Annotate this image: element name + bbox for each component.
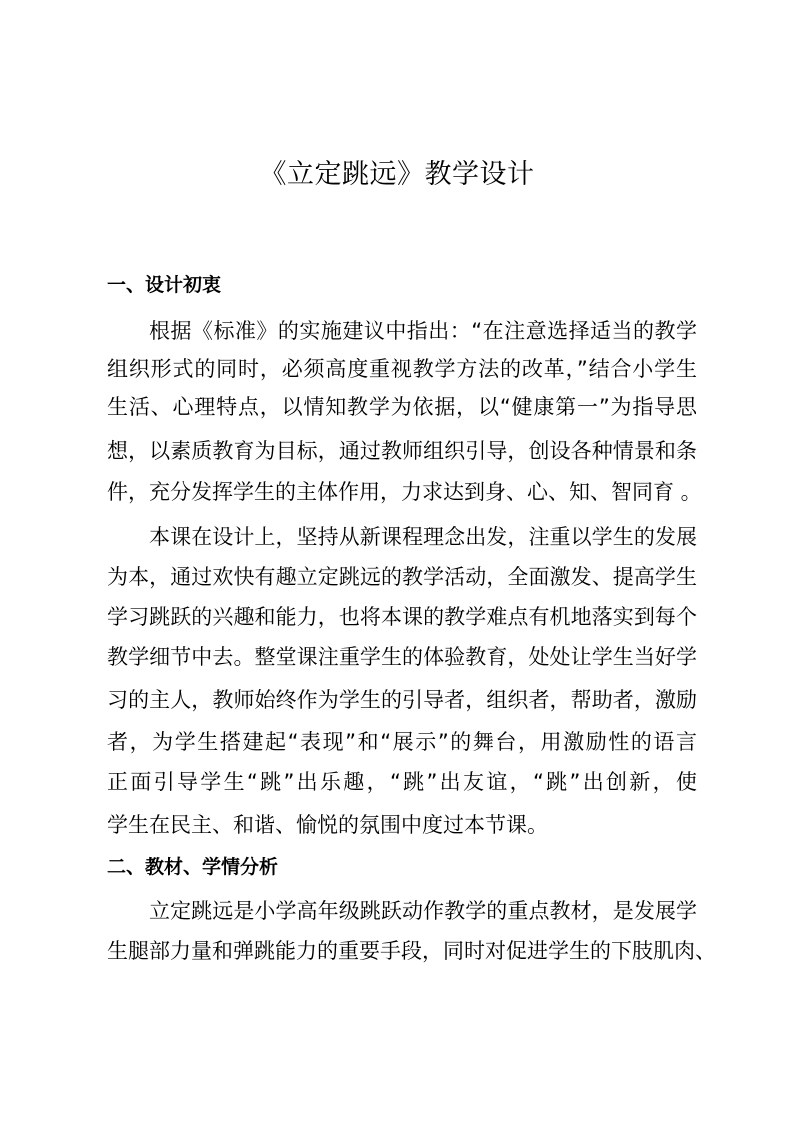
paragraph-line: 立定跳远是小学高年级跳跃动作教学的重点教材，是发展学 [149,899,697,923]
paragraph-line: 教学细节中去。整堂课注重学生的体验教育，处处让学生当好学 [107,645,697,669]
section-heading-design-intent: 一、设计初衷 [107,274,222,296]
paragraph-line: 根据《标准》的实施建议中指出：“在注意选择适当的教学 [149,319,697,343]
paragraph-line: 本课在设计上，坚持从新课程理念出发，注重以学生的发展 [149,525,697,549]
paragraph-line: 习的主人，教师始终作为学生的引导者，组织者，帮助者，激励 [107,688,697,712]
section-heading-material-analysis: 二、教材、学情分析 [107,856,279,878]
paragraph-line: 生腿部力量和弹跳能力的重要手段，同时对促进学生的下肢肌肉、 [107,939,716,963]
paragraph-line: 学习跳跃的兴趣和能力，也将本课的教学难点有机地落实到每个 [107,605,697,629]
paragraph-line: 学生在民主、和谐、愉悦的氛围中度过本节课。 [107,813,548,837]
paragraph-line: 组织形式的同时，必须高度重视教学方法的改革，”结合小学生 [107,357,697,381]
paragraph-line: 为本，通过欢快有趣立定跳远的教学活动，全面激发、提高学生 [107,565,697,589]
paragraph-line: 件，充分发挥学生的主体作用，力求达到身、心、知、智同育 。 [107,480,702,504]
paragraph-line: 正面引导学生“跳”出乐趣，“跳”出友谊，“跳”出创新，使 [107,770,697,794]
paragraph-line: 生活、心理特点，以情知教学为依据，以“健康第一”为指导思 [107,395,697,419]
paragraph-line: 想，以素质教育为目标，通过教师组织引导，创设各种情景和条 [107,439,697,463]
document-title: 《立定跳远》教学设计 [259,159,535,190]
paragraph-line: 者，为学生搭建起“表现”和“展示”的舞台，用激励性的语言 [107,730,697,754]
